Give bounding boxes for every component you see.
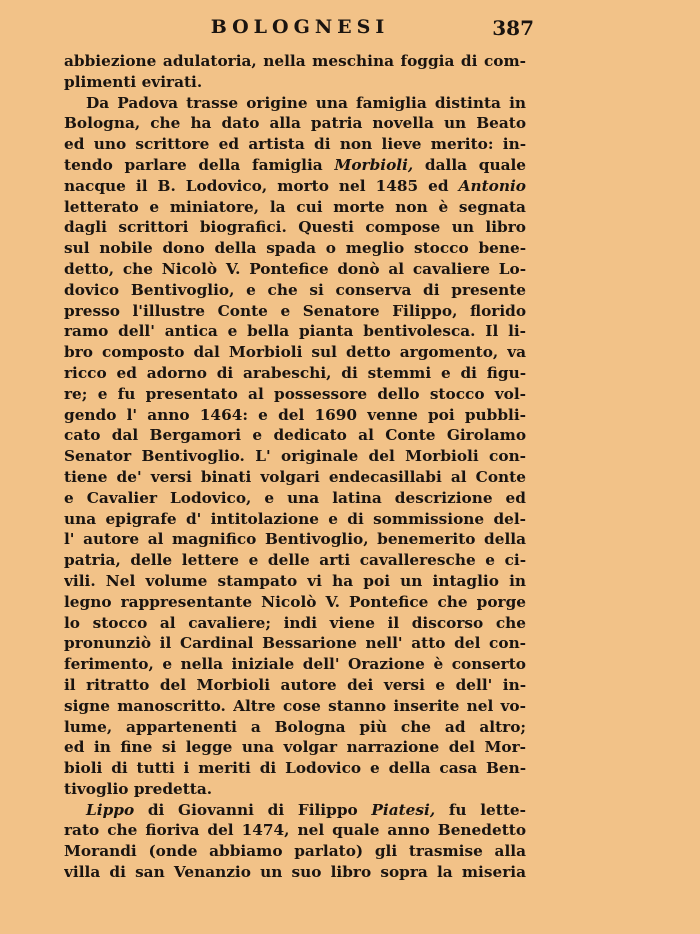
- italic-term: Lippo: [86, 800, 135, 819]
- text-line: ed in fine si legge una volgar narrazione del Mor-: [64, 738, 526, 757]
- text-line: e Cavalier Lodovico, e una latina descrizione ed: [64, 488, 526, 507]
- text-line: tivoglio predetta.: [64, 779, 213, 798]
- text-line: tendo parlare della famiglia Morbioli, dalla quale: [64, 155, 526, 174]
- text-line: Da Padova trasse origine una famiglia distinta in: [86, 93, 526, 112]
- text-line: bro composto dal Morbioli sul detto argomento, va: [64, 343, 526, 362]
- text-line: re; e fu presentato al possessore dello stocco vol-: [64, 384, 526, 403]
- text-line: cato dal Bergamori e dedicato al Conte Girolamo: [64, 426, 526, 445]
- text-line: dovico Bentivoglio, e che si conserva di presente: [64, 280, 526, 299]
- text-line: gendo l' anno 1464: e del 1690 venne poi pubbli-: [64, 405, 526, 424]
- text-line: Senator Bentivoglio. L' originale del Morbioli con-: [64, 447, 526, 466]
- text-line: nacque il B. Lodovico, morto nel 1485 ed Antonio: [64, 176, 526, 195]
- text-line: plimenti evirati.: [64, 72, 203, 91]
- text-line: villa di san Venanzio un suo libro sopra la miseria: [64, 863, 526, 882]
- text-line: tiene de' versi binati volgari endecasillabi al Conte: [64, 467, 526, 486]
- text-line: Bologna, che ha dato alla patria novella un Beato: [64, 114, 526, 133]
- text-line: Morandi (onde abbiamo parlato) gli trasmise alla: [64, 842, 526, 861]
- text-line: legno rappresentante Nicolò V. Pontefice che porge: [64, 592, 526, 611]
- italic-term: Morbioli,: [334, 155, 414, 174]
- text-line: patria, delle lettere e delle arti cavalleresche e ci-: [64, 551, 526, 570]
- text-line: una epigrafe d' intitolazione e di sommissione del-: [64, 509, 526, 528]
- text-line: abbiezione adulatoria, nella meschina foggia di com-: [64, 52, 526, 70]
- body-text: [64, 51, 526, 883]
- running-head: [66, 14, 534, 44]
- italic-term: Piatesi,: [371, 800, 436, 819]
- text-line: lume, appartenenti a Bologna più che ad altro;: [64, 717, 526, 736]
- text-line: l' autore al magnifico Bentivoglio, benemerito della: [64, 530, 526, 549]
- text-line: pronunziò il Cardinal Bessarione nell' atto del con-: [64, 634, 526, 653]
- text-line: letterato e miniatore, la cui morte non è segnata: [64, 197, 526, 216]
- text-line: bioli di tutti i meriti di Lodovico e della casa Ben-: [64, 759, 526, 778]
- text-line: ferimento, e nella iniziale dell' Orazione è conserto: [64, 655, 526, 674]
- text-line: rato che fioriva del 1474, nel quale anno Benedetto: [64, 821, 526, 840]
- text-line: sul nobile dono della spada o meglio stocco bene-: [64, 239, 526, 258]
- italic-term: Antonio: [458, 176, 526, 195]
- text-line: Lippo di Giovanni di Filippo Piatesi, fu lette-: [86, 800, 526, 819]
- text-line: lo stocco al cavaliere; indi viene il discorso che: [64, 613, 526, 632]
- text-line: presso l'illustre Conte e Senatore Filippo, florido: [64, 301, 526, 320]
- text-line: ricco ed adorno di arabeschi, di stemmi e di figu-: [64, 363, 526, 382]
- text-line: vili. Nel volume stampato vi ha poi un intaglio in: [64, 571, 526, 590]
- text-line: il ritratto del Morbioli autore dei versi e dell' in-: [64, 675, 526, 694]
- text-line: detto, che Nicolò V. Pontefice donò al cavaliere Lo-: [64, 259, 526, 278]
- text-line: signe manoscritto. Altre cose stanno inserite nel vo-: [64, 696, 526, 715]
- text-line: ramo dell' antica e bella pianta bentivolesca. Il li-: [64, 322, 526, 341]
- page-number: 387: [492, 16, 534, 40]
- running-title: BOLOGNESI: [210, 16, 390, 38]
- text-line: dagli scrittori biografici. Questi compose un libro: [64, 218, 526, 237]
- text-line: ed uno scrittore ed artista di non lieve merito: in-: [64, 135, 526, 154]
